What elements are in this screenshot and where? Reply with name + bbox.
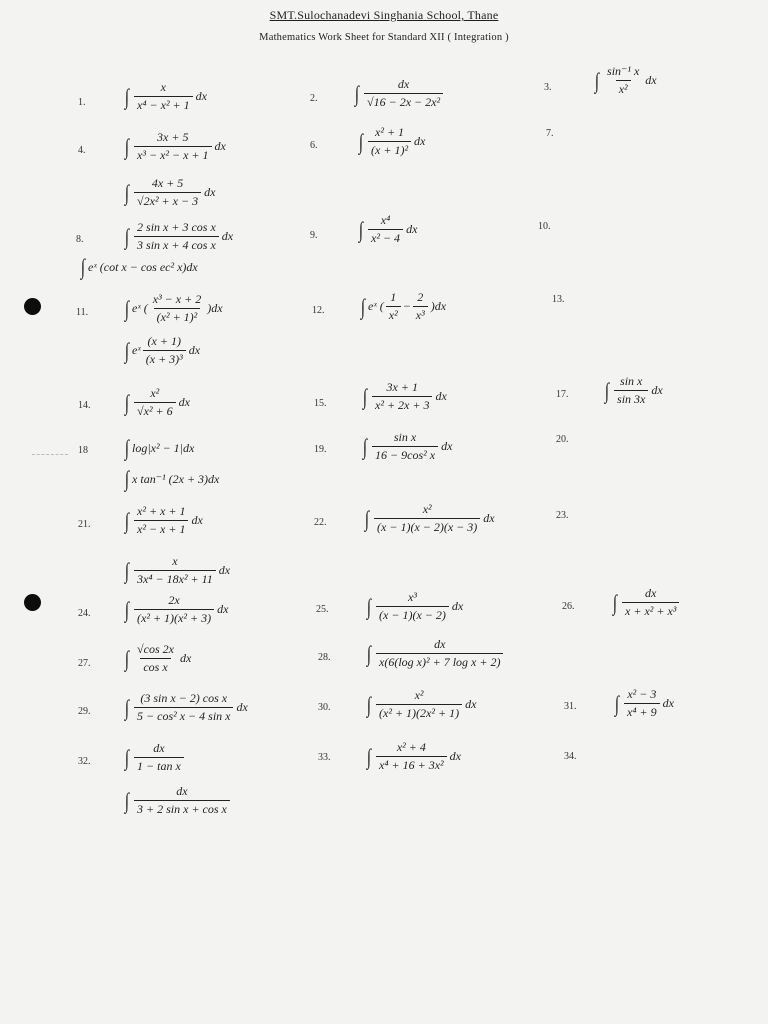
differential: dx bbox=[662, 696, 674, 710]
fraction bbox=[134, 386, 176, 419]
integral-expression bbox=[124, 741, 186, 774]
integral-expression bbox=[360, 290, 446, 323]
problem-number: 25. bbox=[316, 604, 329, 615]
denominator: 3 sin x + 4 cos x bbox=[134, 236, 219, 253]
expression-prefix: eˣ bbox=[132, 343, 141, 357]
denominator: sin 3x bbox=[614, 390, 648, 407]
fraction bbox=[624, 687, 660, 720]
numerator: dx bbox=[434, 637, 446, 651]
fraction bbox=[376, 590, 449, 623]
fraction bbox=[376, 637, 503, 670]
differential: dx bbox=[195, 89, 207, 103]
integral-expression bbox=[604, 374, 663, 407]
numerator: x² bbox=[422, 502, 432, 516]
numerator: dx bbox=[397, 77, 410, 91]
problem-number: 21. bbox=[78, 519, 91, 530]
denominator: x² + 2x + 3 bbox=[372, 396, 432, 413]
integral-expression bbox=[124, 220, 233, 253]
integral-sign: ∫ bbox=[124, 435, 130, 460]
integral-sign: ∫ bbox=[124, 223, 130, 249]
denominator: cos x bbox=[140, 658, 170, 675]
problem-number: 18 bbox=[78, 445, 88, 456]
integral-expression bbox=[124, 292, 223, 325]
integral-sign: ∫ bbox=[124, 337, 130, 363]
integral-sign: ∫ bbox=[124, 133, 130, 159]
denominator: x³ bbox=[413, 306, 428, 323]
denominator: x³ − x² − x + 1 bbox=[134, 146, 211, 163]
integral-expression bbox=[594, 64, 657, 97]
integral-sign: ∫ bbox=[124, 787, 130, 813]
denominator: 1 − tan x bbox=[134, 757, 184, 774]
numerator: sin x bbox=[620, 374, 643, 388]
differential: dx bbox=[414, 134, 426, 148]
denominator: √x² + 6 bbox=[134, 402, 176, 419]
denominator: x² bbox=[386, 306, 401, 323]
denominator: x + x² + x³ bbox=[622, 602, 679, 619]
problem-number: 32. bbox=[78, 756, 91, 767]
numerator: √cos 2x bbox=[137, 642, 174, 656]
differential: dx bbox=[191, 513, 203, 527]
integral-expression bbox=[614, 687, 674, 720]
integral-expression bbox=[124, 437, 194, 459]
expression-prefix: eˣ ( bbox=[368, 299, 384, 313]
fraction bbox=[386, 290, 401, 323]
integral-expression bbox=[364, 502, 495, 535]
integral-sign: ∫ bbox=[354, 80, 360, 106]
integral-expression bbox=[124, 176, 215, 209]
fraction bbox=[622, 586, 679, 619]
problem-number: 19. bbox=[314, 444, 327, 455]
numerator: sin x bbox=[393, 430, 417, 444]
integral-sign: ∫ bbox=[124, 744, 130, 770]
integral-sign: ∫ bbox=[358, 128, 364, 154]
problem-number: 26. bbox=[562, 601, 575, 612]
integral-expression bbox=[80, 256, 198, 278]
problem-number: 31. bbox=[564, 701, 577, 712]
differential: )dx bbox=[430, 299, 447, 313]
problem-number: 1. bbox=[78, 97, 86, 108]
fraction bbox=[376, 740, 447, 773]
numerator: x² − 3 bbox=[627, 687, 657, 701]
fraction bbox=[368, 213, 403, 246]
problem-number: 27. bbox=[78, 658, 91, 669]
integral-expression bbox=[124, 80, 207, 113]
problem-number: 17. bbox=[556, 389, 569, 400]
denominator: x² − 4 bbox=[368, 229, 403, 246]
integral-expression bbox=[612, 586, 681, 619]
denominator: x⁴ − x² + 1 bbox=[134, 96, 193, 113]
numerator: 3x + 1 bbox=[386, 380, 418, 394]
fraction bbox=[134, 741, 184, 774]
integral-expression bbox=[358, 213, 417, 246]
integral-expression bbox=[362, 380, 447, 413]
differential: dx bbox=[435, 389, 447, 403]
differential: dx bbox=[179, 651, 192, 665]
fraction bbox=[134, 80, 193, 113]
problem-number: 24. bbox=[78, 608, 91, 619]
integral-expression bbox=[124, 554, 230, 587]
denominator: √16 − 2x − 2x² bbox=[364, 93, 443, 110]
denominator: x⁴ + 16 + 3x² bbox=[376, 756, 447, 773]
differential: dx bbox=[483, 511, 495, 525]
integral-expression bbox=[124, 784, 232, 817]
denominator: (x² + 1)(2x² + 1) bbox=[376, 704, 462, 721]
punch-hole-icon bbox=[24, 594, 41, 611]
problem-number: 6. bbox=[310, 140, 318, 151]
expression-prefix: eˣ ( bbox=[132, 301, 148, 315]
fraction bbox=[604, 64, 642, 97]
integral-sign: ∫ bbox=[358, 216, 364, 242]
integral-sign: ∫ bbox=[124, 295, 130, 321]
integral-sign: ∫ bbox=[124, 389, 130, 415]
problem-number: 2. bbox=[310, 93, 318, 104]
expression-text: x tan⁻¹ (2x + 3)dx bbox=[132, 471, 220, 486]
problem-number: 15. bbox=[314, 398, 327, 409]
denominator: x(6(log x)² + 7 log x + 2) bbox=[376, 653, 503, 670]
numerator: 2x bbox=[168, 593, 180, 607]
fraction bbox=[614, 374, 648, 407]
differential: dx bbox=[217, 602, 229, 616]
integral-expression bbox=[366, 688, 476, 721]
problem-number: 8. bbox=[76, 234, 84, 245]
problem-number: 7. bbox=[546, 128, 554, 139]
numerator: x⁴ bbox=[380, 213, 391, 227]
fraction bbox=[372, 430, 438, 463]
integral-expression bbox=[124, 642, 191, 675]
integral-expression bbox=[124, 130, 226, 163]
integral-sign: ∫ bbox=[124, 557, 130, 583]
fraction bbox=[413, 290, 428, 323]
differential: )dx bbox=[207, 301, 223, 315]
integral-sign: ∫ bbox=[362, 433, 368, 459]
numerator: x³ − x + 2 bbox=[152, 292, 202, 306]
numerator: x² + 4 bbox=[396, 740, 426, 754]
differential: dx bbox=[645, 73, 657, 87]
denominator: 3 + 2 sin x + cos x bbox=[134, 800, 230, 817]
numerator: 2 sin x + 3 cos x bbox=[137, 220, 216, 234]
problem-number: 4. bbox=[78, 145, 86, 156]
differential: dx bbox=[451, 599, 464, 613]
integral-sign: ∫ bbox=[366, 691, 372, 717]
fraction bbox=[374, 502, 480, 535]
denominator: x² − x + 1 bbox=[134, 520, 188, 537]
differential: dx bbox=[214, 139, 226, 153]
problem-number: 28. bbox=[318, 652, 331, 663]
integral-expression bbox=[354, 77, 445, 110]
numerator: dx bbox=[645, 586, 657, 600]
integral-sign: ∫ bbox=[360, 293, 366, 319]
fraction bbox=[376, 688, 462, 721]
numerator: dx bbox=[176, 784, 188, 798]
problem-number: 9. bbox=[310, 230, 318, 241]
denominator: 5 − cos² x − 4 sin x bbox=[134, 707, 233, 724]
denominator: x⁴ + 9 bbox=[624, 703, 660, 720]
fraction bbox=[134, 691, 233, 724]
integral-expression bbox=[124, 386, 190, 419]
problem-number: 29. bbox=[78, 706, 91, 717]
expression-text: log|x² − 1|dx bbox=[132, 440, 195, 455]
problem-number: 33. bbox=[318, 752, 331, 763]
problem-number: 23. bbox=[556, 510, 569, 521]
denominator: (x + 3)³ bbox=[143, 350, 186, 367]
fraction bbox=[134, 176, 201, 209]
fraction bbox=[372, 380, 432, 413]
margin-dash-mark bbox=[32, 454, 68, 455]
denominator: 16 − 9cos² x bbox=[372, 446, 438, 463]
numerator: x² + x + 1 bbox=[137, 504, 186, 518]
numerator: x bbox=[172, 554, 178, 568]
integral-expression bbox=[124, 334, 200, 367]
differential: dx bbox=[406, 222, 418, 236]
numerator: (x + 1) bbox=[147, 334, 181, 348]
differential: dx bbox=[221, 229, 234, 243]
differential: dx bbox=[449, 749, 461, 763]
fraction bbox=[134, 642, 177, 675]
integral-sign: ∫ bbox=[124, 179, 130, 205]
problem-number: 13. bbox=[552, 294, 565, 305]
denominator: (x² + 1)² bbox=[154, 308, 201, 325]
integral-sign: ∫ bbox=[594, 67, 600, 93]
fraction bbox=[368, 125, 411, 158]
denominator: (x − 1)(x − 2) bbox=[376, 606, 449, 623]
numerator: 2 bbox=[417, 290, 424, 304]
fraction bbox=[143, 334, 186, 367]
numerator: 1 bbox=[390, 290, 397, 304]
fraction bbox=[134, 784, 230, 817]
numerator: x bbox=[160, 80, 166, 94]
integral-sign: ∫ bbox=[614, 690, 620, 716]
worksheet-subtitle: Mathematics Work Sheet for Standard XII ( Integration ) bbox=[259, 32, 509, 43]
differential: dx bbox=[441, 439, 453, 453]
fraction bbox=[134, 504, 188, 537]
integral-sign: ∫ bbox=[124, 466, 130, 491]
integral-sign: ∫ bbox=[362, 383, 368, 409]
problem-number: 14. bbox=[78, 400, 91, 411]
differential: dx bbox=[204, 185, 216, 199]
differential: dx bbox=[465, 697, 477, 711]
problem-number: 10. bbox=[538, 221, 551, 232]
differential: dx bbox=[236, 700, 248, 714]
numerator: x² bbox=[150, 386, 160, 400]
integral-sign: ∫ bbox=[80, 254, 86, 279]
integral-sign: ∫ bbox=[366, 743, 372, 769]
punch-hole-icon bbox=[24, 298, 41, 315]
integral-expression bbox=[124, 691, 248, 724]
integral-sign: ∫ bbox=[612, 589, 618, 615]
numerator: dx bbox=[153, 741, 165, 755]
numerator: 4x + 5 bbox=[151, 176, 184, 190]
expression-text: eˣ (cot x − cos ec² x)dx bbox=[88, 259, 198, 274]
problem-number: 3. bbox=[544, 82, 552, 93]
integral-expression bbox=[124, 593, 228, 626]
differential: dx bbox=[188, 343, 201, 357]
school-name: SMT.Sulochanadevi Singhania School, Thane bbox=[269, 8, 499, 22]
fraction bbox=[134, 554, 216, 587]
fraction bbox=[150, 292, 204, 325]
integral-sign: ∫ bbox=[366, 640, 372, 666]
integral-sign: ∫ bbox=[124, 83, 130, 109]
problem-number: 30. bbox=[318, 702, 331, 713]
integral-expression bbox=[124, 504, 203, 537]
fraction bbox=[134, 593, 214, 626]
problem-number: 22. bbox=[314, 517, 327, 528]
denominator: x² bbox=[616, 80, 631, 97]
differential: dx bbox=[178, 395, 190, 409]
integral-expression bbox=[358, 125, 425, 158]
integral-expression bbox=[366, 740, 461, 773]
denominator: (x − 1)(x − 2)(x − 3) bbox=[374, 518, 480, 535]
integral-sign: ∫ bbox=[124, 645, 130, 671]
numerator: (3 sin x − 2) cos x bbox=[140, 691, 228, 705]
fraction bbox=[364, 77, 443, 110]
integral-sign: ∫ bbox=[124, 596, 130, 622]
differential: dx bbox=[651, 383, 663, 397]
integral-sign: ∫ bbox=[124, 694, 130, 720]
fraction bbox=[134, 220, 219, 253]
integral-sign: ∫ bbox=[366, 593, 372, 619]
operator: − bbox=[402, 299, 411, 313]
numerator: x³ bbox=[407, 590, 417, 604]
integral-sign: ∫ bbox=[124, 507, 130, 533]
problem-number: 12. bbox=[312, 305, 325, 316]
integral-sign: ∫ bbox=[604, 377, 610, 403]
integral-expression bbox=[366, 590, 463, 623]
differential: dx bbox=[218, 563, 231, 577]
numerator: 3x + 5 bbox=[157, 130, 189, 144]
denominator: (x² + 1)(x² + 3) bbox=[134, 609, 214, 626]
integral-sign: ∫ bbox=[364, 505, 370, 531]
integral-expression bbox=[124, 468, 219, 490]
numerator: x² bbox=[414, 688, 424, 702]
integral-expression bbox=[366, 637, 505, 670]
numerator: x² + 1 bbox=[375, 125, 405, 139]
fraction bbox=[134, 130, 211, 163]
denominator: (x + 1)² bbox=[368, 141, 411, 158]
denominator: √2x² + x − 3 bbox=[134, 192, 201, 209]
problem-number: 11. bbox=[76, 307, 89, 318]
denominator: 3x⁴ − 18x² + 11 bbox=[134, 570, 216, 587]
problem-number: 20. bbox=[556, 434, 569, 445]
numerator: sin⁻¹ x bbox=[607, 64, 640, 78]
problem-number: 34. bbox=[564, 751, 577, 762]
integral-expression bbox=[362, 430, 452, 463]
